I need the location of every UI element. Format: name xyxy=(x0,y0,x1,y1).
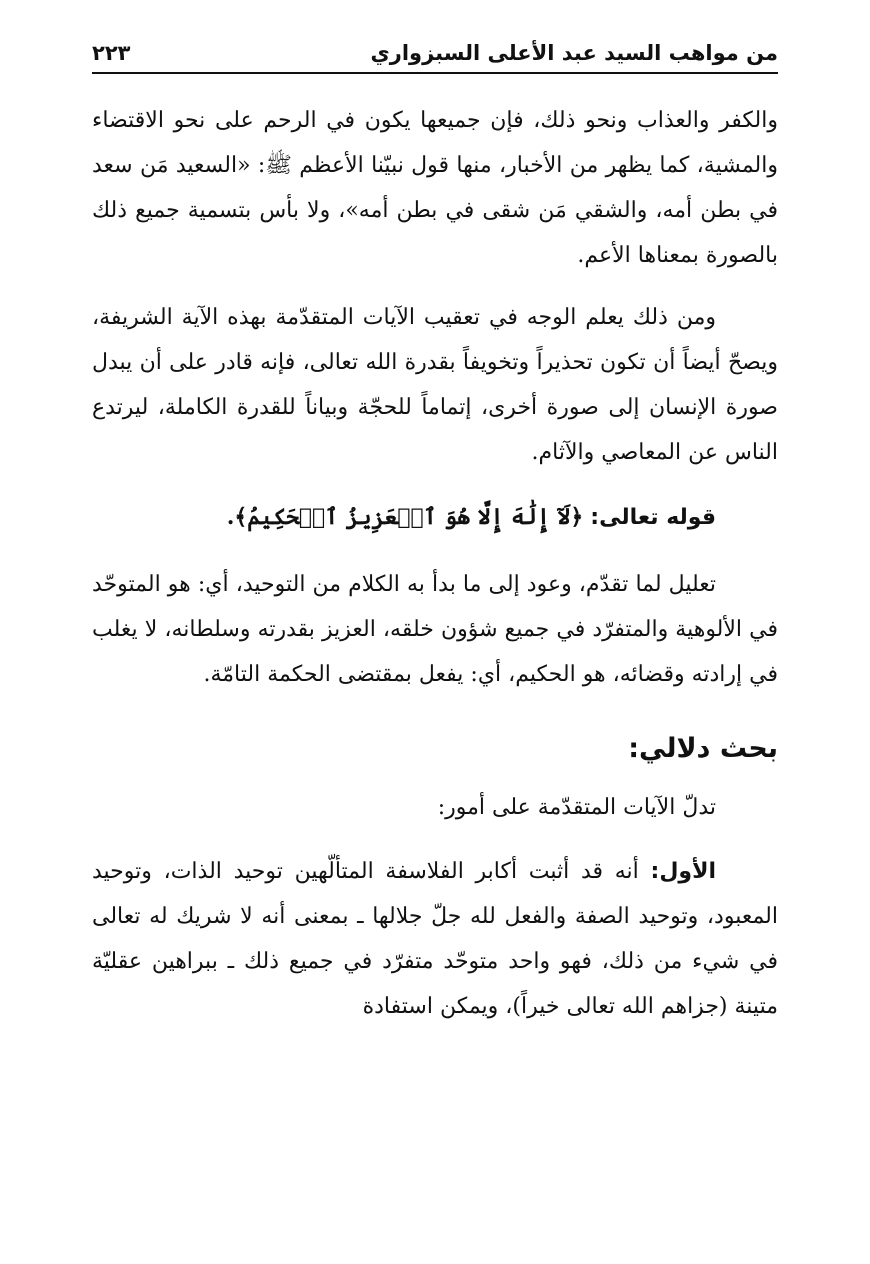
paragraph-3: تعليل لما تقدّم، وعود إلى ما بدأ به الكلام من التوحيد، أي: هو المتوحّد في الألوهية والمتفرّد في جميع شؤون خلقه، العزيز بقدرته وسلطانه، لا يغلب في إرادته وقضائه، هو الحكيم، أي: يفعل بمقتضى الحكمة التامّة. xyxy=(92,572,778,687)
section-heading: بحث دلالي: xyxy=(628,733,778,764)
paragraph-2: ومن ذلك يعلم الوجه في تعقيب الآيات المتقدّمة بهذه الآية الشريفة، ويصحّ أيضاً أن تكون تحذيراً وتخويفاً بقدرة الله تعالى، فإنه قادر على أن يبدل صورة الإنسان إلى صورة أخرى، إتماماً للحجّة وبياناً للقدرة الكاملة، ليرتدع الناس عن المعاصي والآثام. xyxy=(92,305,778,465)
paragraph-5 xyxy=(92,849,778,1029)
paragraph-5-lead: الأول: xyxy=(650,859,717,884)
running-title: من مواهب السيد عبد الأعلى السبزواري xyxy=(370,41,778,65)
page-number: ٢٢٣ xyxy=(92,41,131,65)
verse-lead: قوله تعالى: xyxy=(590,505,716,530)
paragraph-5-text: أنه قد أثبت أكابر الفلاسفة المتألّهين توحيد الذات، وتوحيد المعبود، وتوحيد الصفة والفعل لله جلّ جلالها ـ بمعنى أنه لا شريك له تعالى في شيء من ذلك، فهو واحد متوحّد متفرّد في جميع ذلك ـ ببراهين عقليّة متينة (جزاهم الله تعالى خيراً)، ويمكن استفادة xyxy=(92,859,778,1019)
page-header xyxy=(92,34,778,74)
paragraph-4: تدلّ الآيات المتقدّمة على أمور: xyxy=(437,795,716,820)
paragraph-1: والكفر والعذاب ونحو ذلك، فإن جميعها يكون في الرحم على نحو الاقتضاء والمشية، كما يظهر من الأخبار، منها قول نبيّنا الأعظم ﷺ: «السعيد مَن سعد في بطن أمه، والشقي مَن شقى في بطن أمه»، ولا بأس بتسمية جميع ذلك بالصورة بمعناها الأعم. xyxy=(92,108,778,268)
quran-verse: ﴿لَآ إِلَٰهَ إِلَّا هُوَ ٱلۡعَزِيزُ ٱلۡحَكِيمُ﴾. xyxy=(226,504,584,530)
page-body xyxy=(92,98,778,1029)
verse-line xyxy=(92,495,778,540)
